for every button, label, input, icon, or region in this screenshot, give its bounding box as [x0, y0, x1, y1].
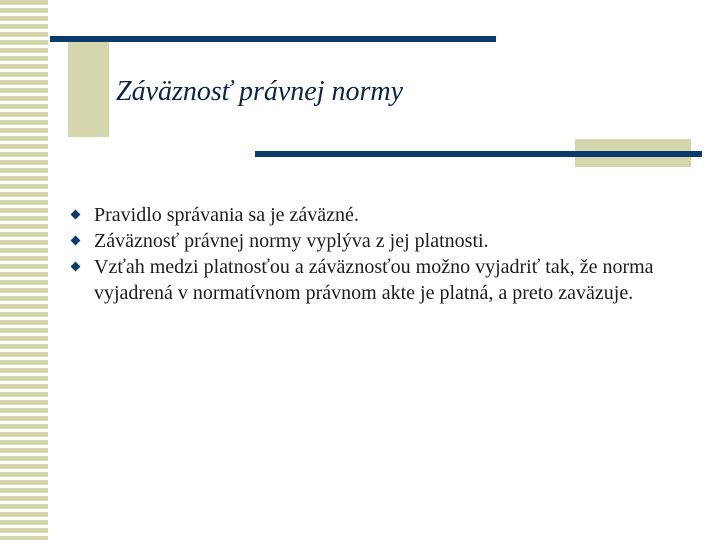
list-item [70, 254, 700, 306]
diamond-bullet-icon [71, 210, 81, 220]
diamond-bullet-icon [71, 262, 81, 272]
list-item [70, 202, 700, 228]
title-bar-bottom [255, 151, 702, 157]
list-item [70, 228, 700, 254]
bullet-list [70, 202, 700, 306]
bullet-text: Záväznosť právnej normy vyplýva z jej platnosti. [94, 230, 489, 252]
diamond-bullet-icon [71, 236, 81, 246]
decorative-stripes [0, 0, 50, 540]
decorative-block-left [68, 40, 109, 137]
bullet-text: Pravidlo správania sa je záväzné. [94, 204, 359, 226]
bullet-text: Vzťah medzi platnosťou a záväznosťou možno vyjadriť tak, že norma vyjadrená v normatívnom právnom akte je platná, a preto zaväzuje. [94, 256, 654, 304]
slide-title: Záväznosť právnej normy [116, 76, 404, 107]
title-bar-top [50, 36, 496, 42]
